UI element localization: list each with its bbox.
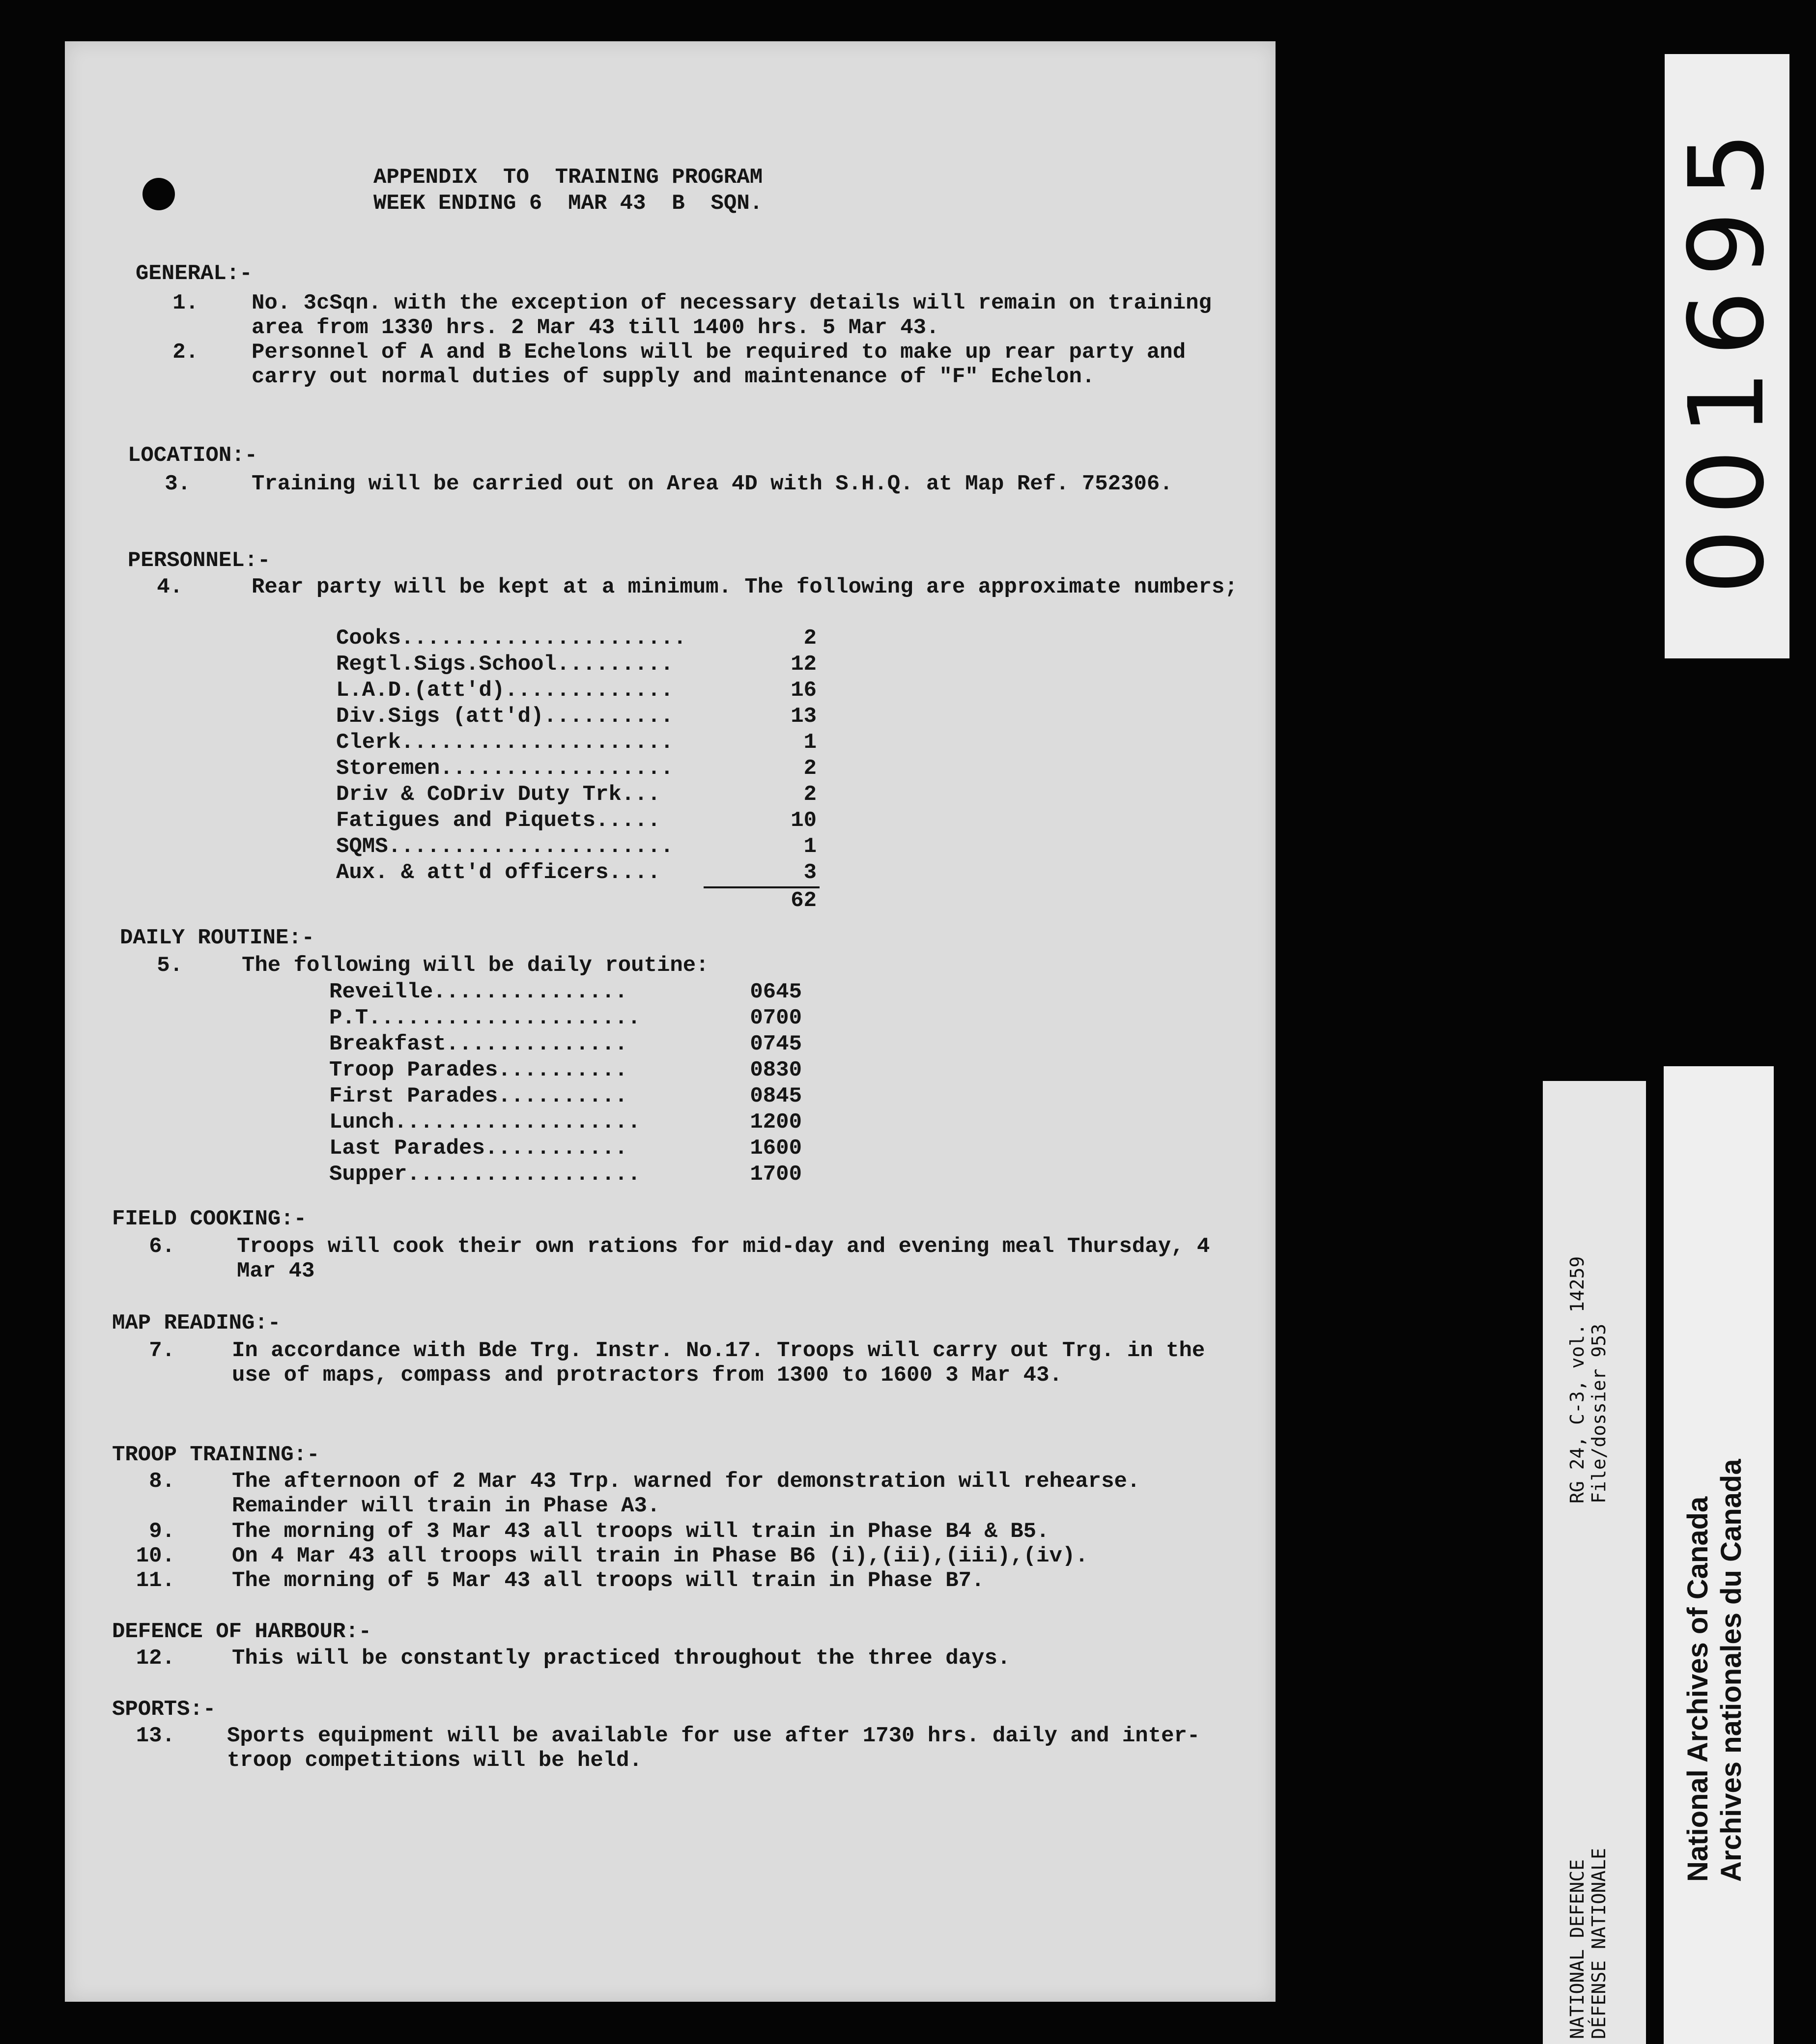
list-item-label: Driv & CoDriv Duty Trk...	[336, 782, 661, 807]
list-item-label: Lunch...................	[329, 1110, 641, 1135]
list-item-value: 0845	[750, 1084, 802, 1108]
list-item-label: Supper..................	[329, 1162, 641, 1187]
para-number: 5.	[157, 953, 183, 978]
list-item-label: Reveille...............	[329, 980, 628, 1004]
heading-line-2: WEEK ENDING 6 MAR 43 B SQN.	[373, 191, 763, 216]
section-title-defence: DEFENCE OF HARBOUR:-	[112, 1619, 372, 1644]
para-number: 9.	[149, 1519, 175, 1544]
list-item-label: L.A.D.(att'd).............	[336, 678, 674, 703]
list-item-label: Fatigues and Piquets.....	[336, 808, 661, 833]
para-text: In accordance with Bde Trg. Instr. No.17. Troops will carry out Trg. in the use of maps, compass and protractors from 1300 to 1600 3 Mar 43.	[232, 1338, 1205, 1388]
para-number: 7.	[149, 1338, 175, 1363]
list-item-value: 0830	[750, 1058, 802, 1082]
section-title-personnel: PERSONNEL:-	[128, 548, 271, 573]
list-item-label: Troop Parades..........	[329, 1058, 628, 1082]
list-total: 62	[791, 888, 817, 913]
para-text: The following will be daily routine:	[242, 953, 709, 978]
para-text: No. 3cSqn. with the exception of necessary details will remain on training area from 1330 hrs. 2 Mar 43 till 1400 hrs. 5 Mar 43.	[252, 291, 1212, 340]
list-item-value: 1200	[750, 1110, 802, 1135]
list-item-label: Regtl.Sigs.School.........	[336, 652, 674, 677]
section-title-field-cooking: FIELD COOKING:-	[112, 1207, 307, 1231]
list-item-label: Cooks......................	[336, 626, 686, 651]
list-item-label: Last Parades...........	[329, 1136, 628, 1161]
para-text: Rear party will be kept at a minimum. The following are approximate numbers;	[252, 575, 1238, 599]
para-text: The afternoon of 2 Mar 43 Trp. warned for demonstration will rehearse. Remainder will train in Phase A3.	[232, 1469, 1140, 1518]
list-item-value: 12	[791, 652, 817, 677]
list-item-value: 1700	[750, 1162, 802, 1187]
list-item-value: 16	[791, 678, 817, 703]
section-title-map-reading: MAP READING:-	[112, 1311, 281, 1335]
archives-name-fr: Archives nationales du Canada	[1715, 1459, 1747, 1882]
frame-number-strip	[1665, 54, 1789, 658]
para-number: 11.	[136, 1568, 175, 1593]
section-title-daily-routine: DAILY ROUTINE:-	[120, 926, 315, 950]
section-title-general: GENERAL:-	[136, 261, 253, 286]
list-item-label: Breakfast..............	[329, 1032, 628, 1056]
list-item-value: 2	[803, 756, 817, 781]
department-line-2: DÉFENSE NATIONALE	[1588, 1848, 1610, 2039]
list-item-value: 1	[803, 730, 817, 755]
para-text: Troops will cook their own rations for mid-day and evening meal Thursday, 4 Mar 43	[237, 1234, 1210, 1283]
archives-name-en: National Archives of Canada	[1682, 1496, 1714, 1882]
para-text: Sports equipment will be available for use after 1730 hrs. daily and inter-troop competitions will be held.	[227, 1724, 1200, 1773]
reference-line-2: File/dossier 953	[1588, 1323, 1610, 1504]
list-item-value: 3	[803, 860, 817, 885]
list-item-value: 1	[803, 834, 817, 859]
para-text: Personnel of A and B Echelons will be required to make up rear party and carry out normal duties of supply and maintenance of "F" Echelon.	[252, 340, 1186, 389]
para-text: On 4 Mar 43 all troops will train in Phase B6 (i),(ii),(iii),(iv).	[232, 1544, 1088, 1568]
para-number: 4.	[157, 575, 183, 599]
list-item-value: 0645	[750, 980, 802, 1004]
punch-hole	[142, 178, 175, 210]
list-item-value: 1600	[750, 1136, 802, 1161]
list-item-label: SQMS......................	[336, 834, 674, 859]
list-item-label: Aux. & att'd officers....	[336, 860, 661, 885]
section-title-troop-training: TROOP TRAINING:-	[112, 1443, 320, 1467]
para-text: Training will be carried out on Area 4D with S.H.Q. at Map Ref. 752306.	[252, 472, 1173, 496]
document-page	[65, 41, 1276, 2002]
para-text: This will be constantly practiced throughout the three days.	[232, 1646, 1011, 1671]
list-item-label: Storemen..................	[336, 756, 674, 781]
list-item-value: 2	[803, 782, 817, 807]
list-item-label: Div.Sigs (att'd)..........	[336, 704, 674, 729]
heading-line-1: APPENDIX TO TRAINING PROGRAM	[373, 165, 763, 190]
list-item-value: 13	[791, 704, 817, 729]
reference-line-1: RG 24, C-3, vol. 14259	[1566, 1256, 1588, 1504]
para-number: 10.	[136, 1544, 175, 1568]
list-item-value: 2	[803, 626, 817, 651]
department-line-1: NATIONAL DEFENCE	[1566, 1859, 1588, 2039]
para-number: 8.	[149, 1469, 175, 1494]
list-item-label: Clerk.....................	[336, 730, 674, 755]
frame-number: 001695	[1667, 118, 1787, 595]
list-item-label: First Parades..........	[329, 1084, 628, 1108]
para-number: 3.	[165, 472, 191, 496]
para-number: 12.	[136, 1646, 175, 1671]
archive-reference-label	[1543, 1081, 1646, 2044]
para-number: 1.	[172, 291, 199, 315]
list-item-value: 10	[791, 808, 817, 833]
list-item-value: 0700	[750, 1006, 802, 1030]
section-title-sports: SPORTS:-	[112, 1697, 216, 1722]
para-number: 13.	[136, 1724, 175, 1748]
para-text: The morning of 5 Mar 43 all troops will train in Phase B7.	[232, 1568, 985, 1593]
list-item-value: 0745	[750, 1032, 802, 1056]
para-number: 2.	[172, 340, 199, 365]
section-title-location: LOCATION:-	[128, 443, 258, 468]
list-item-label: P.T.....................	[329, 1006, 641, 1030]
para-number: 6.	[149, 1234, 175, 1259]
para-text: The morning of 3 Mar 43 all troops will train in Phase B4 & B5.	[232, 1519, 1050, 1544]
archives-of-canada-label	[1664, 1066, 1774, 2044]
